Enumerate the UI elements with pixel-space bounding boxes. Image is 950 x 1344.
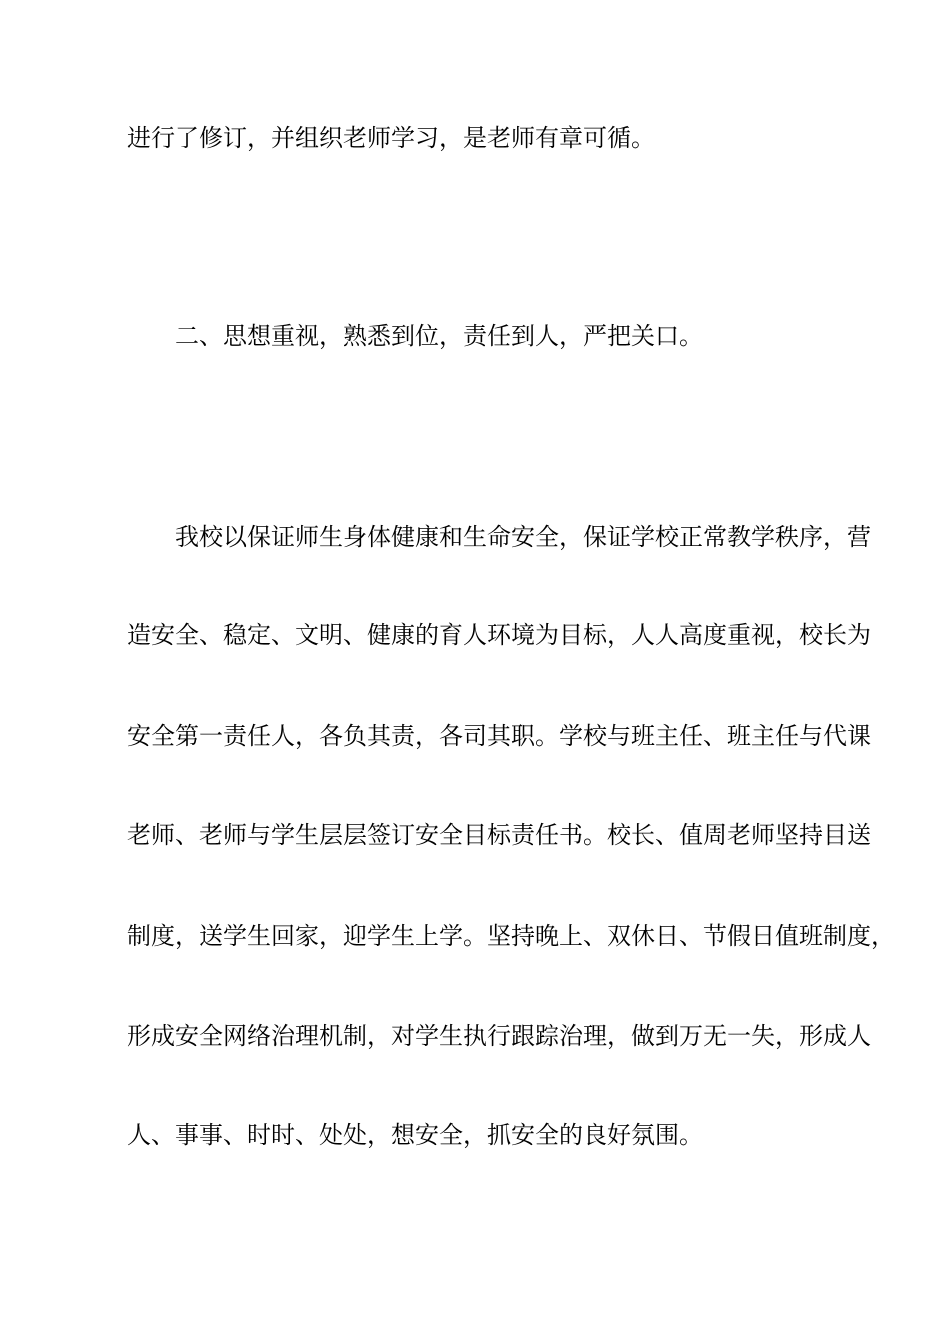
paragraph-line: 我校以保证师生身体健康和生命安全，保证学校正常教学秩序，营 — [175, 523, 871, 551]
paragraph-line: 人、事事、时时、处处，想安全，抓安全的良好氛围。 — [127, 1121, 703, 1149]
section-heading: 二、思想重视，熟悉到位，责任到人，严把关口。 — [175, 322, 703, 350]
paragraph-line: 制度，送学生回家，迎学生上学。坚持晚上、双休日、节假日值班制度， — [127, 922, 895, 950]
paragraph-line: 形成安全网络治理机制，对学生执行跟踪治理，做到万无一失，形成人 — [127, 1022, 871, 1050]
continuation-text: 进行了修订，并组织老师学习，是老师有章可循。 — [127, 124, 655, 152]
paragraph-line: 造安全、稳定、文明、健康的育人环境为目标，人人高度重视，校长为 — [127, 621, 871, 649]
paragraph-line: 安全第一责任人，各负其责，各司其职。学校与班主任、班主任与代课 — [127, 722, 871, 750]
paragraph-line: 老师、老师与学生层层签订安全目标责任书。校长、值周老师坚持目送 — [127, 821, 871, 849]
